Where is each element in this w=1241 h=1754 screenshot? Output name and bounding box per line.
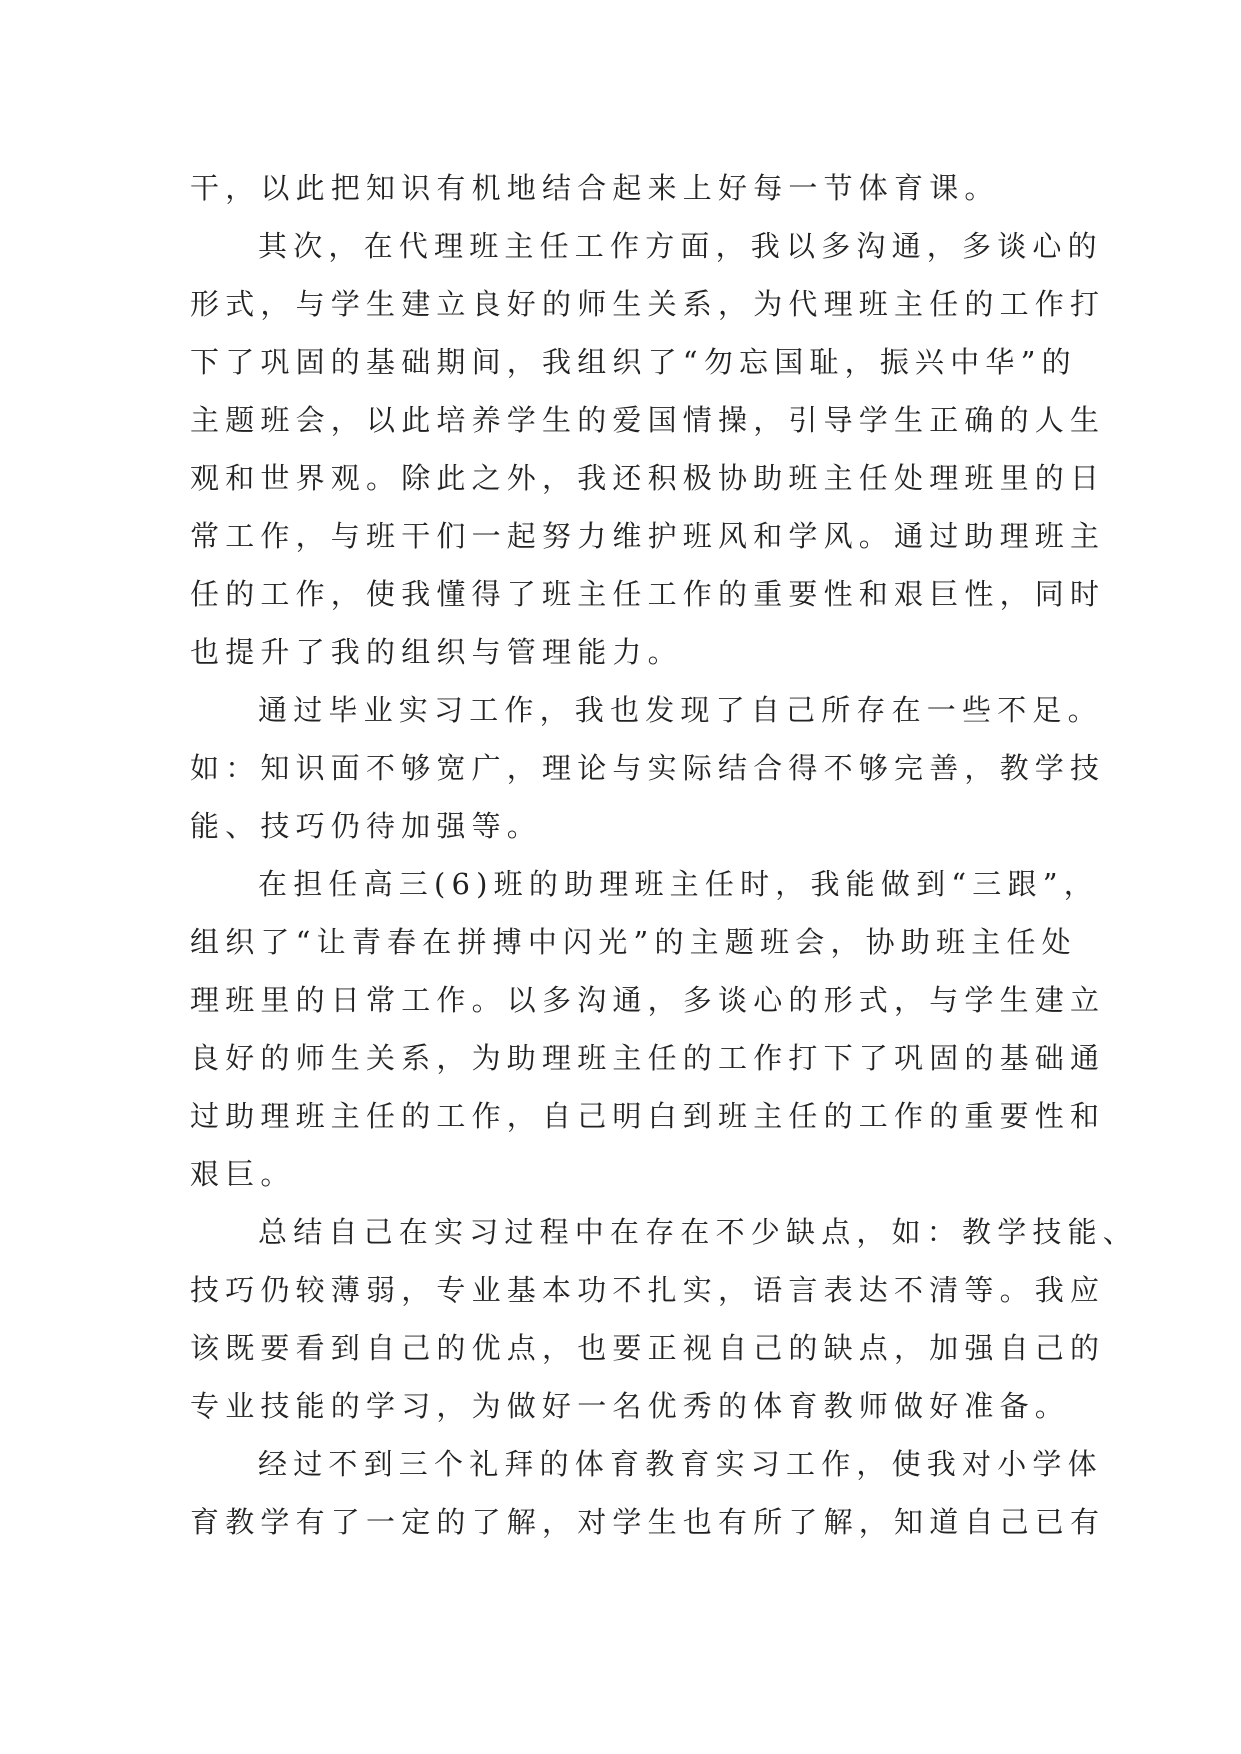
text-line: 理班里的日常工作。以多沟通，多谈心的形式，与学生建立 — [190, 983, 1106, 1017]
paragraph-start-line: 其次，在代理班主任工作方面，我以多沟通，多谈心的 — [258, 229, 1103, 263]
text-line: 组织了“让青春在拼搏中闪光”的主题班会，协助班主任处 — [190, 925, 1077, 959]
text-line: 形式，与学生建立良好的师生关系，为代理班主任的工作打 — [190, 287, 1106, 321]
text-line: 任的工作，使我懂得了班主任工作的重要性和艰巨性，同时 — [190, 577, 1106, 611]
text-line: 干，以此把知识有机地结合起来上好每一节体育课。 — [190, 171, 1000, 205]
text-line: 育教学有了一定的了解，对学生也有所了解，知道自己已有 — [190, 1505, 1106, 1539]
text-line: 良好的师生关系，为助理班主任的工作打下了巩固的基础通 — [190, 1041, 1106, 1075]
text-line: 能、技巧仍待加强等。 — [190, 809, 543, 843]
paragraph-start-line: 在担任高三(6)班的助理班主任时，我能做到“三跟”， — [258, 867, 1099, 901]
text-line: 观和世界观。除此之外，我还积极协助班主任处理班里的日 — [190, 461, 1106, 495]
paragraph-start-line: 总结自己在实习过程中在存在不少缺点，如：教学技能、 — [258, 1215, 1139, 1249]
text-line: 该既要看到自己的优点，也要正视自己的缺点，加强自己的 — [190, 1331, 1106, 1365]
paragraph-start-line: 经过不到三个礼拜的体育教育实习工作，使我对小学体 — [258, 1447, 1103, 1481]
text-line: 如：知识面不够宽广，理论与实际结合得不够完善，教学技 — [190, 751, 1106, 785]
text-line: 主题班会，以此培养学生的爱国情操，引导学生正确的人生 — [190, 403, 1106, 437]
text-line: 艰巨。 — [190, 1157, 296, 1191]
text-line: 也提升了我的组织与管理能力。 — [190, 635, 683, 669]
text-line: 技巧仍较薄弱，专业基本功不扎实，语言表达不清等。我应 — [190, 1273, 1106, 1307]
text-line: 过助理班主任的工作，自己明白到班主任的工作的重要性和 — [190, 1099, 1106, 1133]
text-line: 专业技能的学习，为做好一名优秀的体育教师做好准备。 — [190, 1389, 1071, 1423]
text-line: 下了巩固的基础期间，我组织了“勿忘国耻，振兴中华”的 — [190, 345, 1077, 379]
text-line: 常工作，与班干们一起努力维护班风和学风。通过助理班主 — [190, 519, 1106, 553]
paragraph-start-line: 通过毕业实习工作，我也发现了自己所存在一些不足。 — [258, 693, 1103, 727]
